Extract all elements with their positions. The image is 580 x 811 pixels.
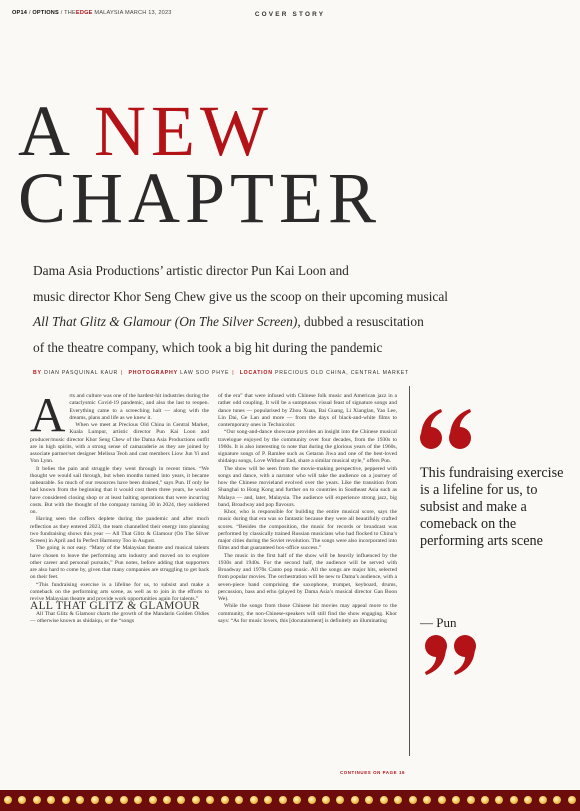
publication-suffix: MALAYSIA [94,10,124,16]
standfirst-line [33,309,453,335]
light-bulb-icon [250,796,258,804]
body-paragraph: The music in the first half of the show will be heavily influenced by the 1930s and 1940s. For the second half, the audience will be served with Broadway and 1970s Canto pop music. All the songs are major hits, selected from popular movies. The orchestration will be new to Dama’s audience, with a seven-piece band comprising the saxophone, trumpet, keyboard, drums, percussion, bass and erhu (played by Dama Asia’s musical director Gan Boon We). [218,552,397,602]
light-bulb-icon [76,796,84,804]
light-bulb-icon [322,796,330,804]
light-bulb-icon [134,796,142,804]
standfirst-line: of the theatre company, which took a big hit during the pandemic [33,339,383,355]
light-bulb-icon [163,796,171,804]
section-label: COVER STORY [254,11,326,18]
light-bulb-icon [510,796,518,804]
light-bulb-icon [308,796,316,804]
continues-link[interactable]: CONTINUES ON PAGE 16 [340,770,406,775]
subheading: ALL THAT GLITZ & GLAMOUR [30,600,200,613]
standfirst-line: music director Khor Seng Chew give us the scoop on their upcoming musical [33,288,449,304]
body-paragraph: When we meet at Precious Old China in Central Market, Kuala Lumpur, artistic director Pun Kai Loon and producer/music director Khor Seng Chew of the Dama Asia Productions outfit are in high spirits, with a strong sense of camaraderie as they are joined by associate partner/set designer Melissa Teoh and cast members Liow Jun Yi and Yon Lynn. [30,422,209,465]
light-bulb-icon [524,796,532,804]
body-paragraph: The going is not easy. “Many of the Malaysian theatre and musical talents have chosen to leave the performing arts industry and moved on to explore other career and personal pursuits,” Pun notes, before adding that supporters are also hard to come by, given that many companies are struggling to get back on their feet. [30,545,209,581]
light-bulb-icon [568,796,576,804]
publication-prefix: THE [64,10,76,16]
page-header: OP14 / OPTIONS / THEEDGE MALAYSIA MARCH 13, 2023 [12,10,172,16]
author-name: DIAN PASQUINAL KAUR [44,370,119,376]
pullquote-rule [409,386,410,756]
body-paragraph: The show will be seen from the movie-making perspective, peppered with songs and dance, with a narrator who will take the audience on a journey of how the Chinese movieland evolved over the years. Like the transition from Shanghai to Hong Kong and further on to countries in Southeast Asia such as Malaya — and, later, Malaysia. The audience will experience strong jazz, big band, Broadway and pop flavours. [218,465,397,508]
light-bulb-icon [91,796,99,804]
photography-label: PHOTOGRAPHY [128,370,178,376]
body-paragraph: All That Glitz & Glamour charts the growth of the Mandarin Golden Oldies — otherwise known as shidaiqu, or the “songs [30,610,209,624]
light-bulb-icon [409,796,417,804]
body-paragraph: “This fundraising exercise is a lifeline for us, to subsist and make a comeback on the performing arts scene, as well as to join in the efforts to revive Malaysian theatre and provide work opportunities again for talents.” [30,581,209,602]
light-bulb-icon [279,796,287,804]
byline-separator: | [232,370,235,376]
bulb-row [0,796,580,805]
close-quote-icon [418,634,478,676]
light-bulb-icon [120,796,128,804]
headline-line-2: CHAPTER [18,158,382,238]
by-label: BY [33,370,42,376]
pullquote-text: This fundraising exercise is a lifeline for us, to subsist and make a comeback on the performing arts scene [420,465,564,549]
light-bulb-icon [62,796,70,804]
section-small: OPTIONS [32,10,59,16]
standfirst [33,258,453,360]
issue-date: MARCH 13, 2023 [124,10,172,16]
open-quote-icon [418,408,478,450]
light-bulb-icon [452,796,460,804]
light-bulb-icon [264,796,272,804]
light-bulb-icon [365,796,373,804]
drop-cap: A [30,387,66,442]
light-bulb-icon [192,796,200,804]
body-paragraph: “Our song-and-dance showcase provides an insight into the Chinese musical travelogue enjoyed by the community over four decades, from the 1930s to 1960s. It is also interesting to note that during the glorious years of the 1960s, signature songs of P. Ramlee such as Getaran Jiwa and one of the best-loved shidaiqu songs, Love Without End, share a similar musical style,” offers Pun. [218,429,397,465]
location-label: LOCATION [239,370,273,376]
body-paragraph: While the songs from those Chinese hit movies may appeal more to the community, the non-Chinese-speakers will still find the show engaging. Khor says: “As for music lovers, this [docutainment] is definitely an illuminating [218,603,397,624]
body-paragraph: Khor, who is responsible for building the entire musical score, says the music during that era was so fantastic because they were all beautifully crafted scores. “Besides the composition, the music for records or broadcast was performed by classically trained Russian musicians who had flocked to China’s major cities during the Soviet revolution. The songs were also incorporated into films and that guaranteed box-office success.” [218,509,397,552]
byline [33,370,409,376]
light-bulb-icon [394,796,402,804]
light-bulb-icon [235,796,243,804]
show-title: All That Glitz & Glamour (On The Silver Screen) [33,314,298,329]
headline-word-new: NEW [94,91,273,171]
headline-word-a: A [18,91,72,171]
light-bulb-icon [4,796,12,804]
light-bulb-icon [423,796,431,804]
byline-separator: | [121,370,124,376]
light-bulb-icon [380,796,388,804]
marquee-lights-border [0,790,580,811]
light-bulb-icon [177,796,185,804]
light-bulb-icon [33,796,41,804]
standfirst-line: Dama Asia Productions’ artistic director Pun Kai Loon and [33,263,349,278]
light-bulb-icon [495,796,503,804]
headline-line-1 [18,91,273,171]
light-bulb-icon [539,796,547,804]
light-bulb-icon [18,796,26,804]
light-bulb-icon [206,796,214,804]
body-paragraph: It belies the pain and struggle they went through in recent times. “We thought we would sail through, but when months turned into years, it became unbearable. So much of our resources have been drained,” says Pun. If only he had known from the beginning that it would cost them three years, he would have considered closing shop or at least halting operations that were incurring costs. But with the thought of the company turning 30 in 2024, they soldiered on. [30,465,209,515]
light-bulb-icon [438,796,446,804]
page-number: OP14 [12,10,28,16]
light-bulb-icon [481,796,489,804]
body-paragraph: Having seen the coffers deplete during the pandemic and after much reflection as they entered 2023, the team channelled their energy into planning two fundraising shows this year — All That Glitz & Glamour (On The Silver Screen) in April and In Perfect Harmony Too in August. [30,516,209,544]
light-bulb-icon [221,796,229,804]
light-bulb-icon [149,796,157,804]
light-bulb-icon [293,796,301,804]
light-bulb-icon [553,796,561,804]
location-name: PRECIOUS OLD CHINA, CENTRAL MARKET [275,370,409,376]
light-bulb-icon [351,796,359,804]
light-bulb-icon [105,796,113,804]
standfirst-text: , dubbed a resuscitation [297,314,424,329]
publication-brand: EDGE [75,10,93,16]
body-paragraph: of the era” that were infused with Chinese folk music and American jazz in a rather odd coupling. It will be a sumptuous visual feast of signature songs and dance tunes — popularised by Zhou Xuan, Bai Guang, Li Xianglan, Yao Lee, Lin Dai, Ge Lan and more — from the days of black-and-white films to contemporary ones in Technicolor. [218,393,397,428]
light-bulb-icon [47,796,55,804]
body-column-2 [218,393,397,625]
body-column-1 [30,387,209,625]
pullquote-attribution: — Pun [420,615,457,630]
photographer-name: LAW SOO PHYE [180,370,230,376]
light-bulb-icon [336,796,344,804]
body-paragraph: rts and culture was one of the hardest-hit industries during the cataclysmic Covid-19 pandemic, and also the last to reopen. Everything came to a screeching halt — along with the dreams, plans and life as we knew it. [69,393,209,421]
light-bulb-icon [467,796,475,804]
